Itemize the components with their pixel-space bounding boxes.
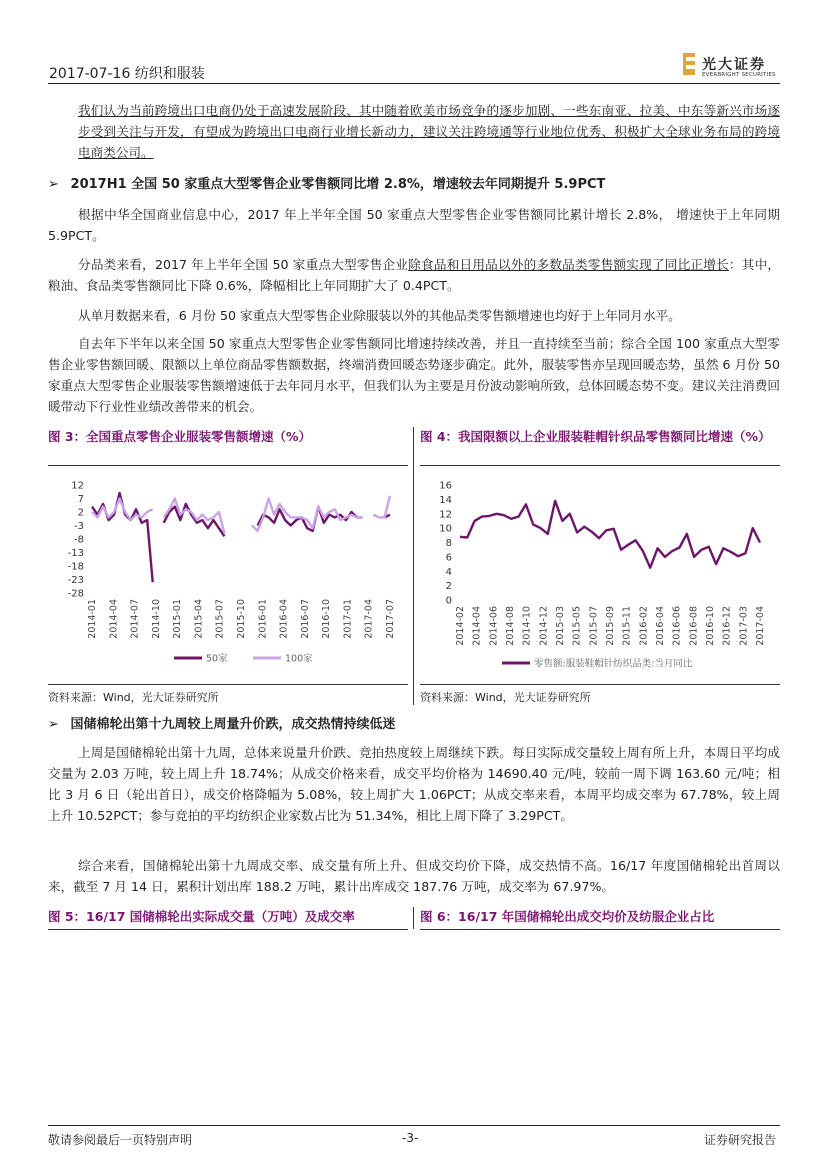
x-tick-label: 2014-10 xyxy=(150,599,162,639)
legend-label-2: 100家 xyxy=(285,653,313,665)
fig4-title: 图 4：我国限额以上企业服装鞋帽针织品零售额同比增速（%） xyxy=(420,429,771,444)
fig4-chart xyxy=(420,472,780,682)
section2-heading xyxy=(48,713,396,732)
y-tick-label: 7 xyxy=(77,494,84,505)
section1-para-2-b: ：其中，粮油、食品类零售额同比下降 0.6%，降幅相比上年同期扩大了 0.4PCT。 xyxy=(48,257,781,293)
logo-text-cn: 光大证券 xyxy=(702,57,766,73)
x-tick-label: 2015-11 xyxy=(621,606,633,646)
x-tick-label: 2014-04 xyxy=(471,606,483,646)
fig3-source: 资料来源：Wind，光大证券研究所 xyxy=(48,691,219,704)
x-tick-label: 2016-10 xyxy=(321,599,333,639)
y-tick-label: 14 xyxy=(439,494,452,506)
x-tick-label: 2015-05 xyxy=(571,606,583,646)
x-tick-label: 2016-04 xyxy=(278,599,290,639)
legend-label-1: 50家 xyxy=(206,653,228,665)
x-tick-label: 2016-12 xyxy=(721,606,733,646)
fig5-title: 图 5：16/17 国储棉轮出实际成交量（万吨）及成交率 xyxy=(48,909,355,924)
header-date-section: 2017-07-16 纺织和服装 xyxy=(49,66,205,82)
x-tick-label: 2014-02 xyxy=(455,606,466,646)
x-tick-label: 2016-07 xyxy=(299,599,311,639)
section1-para-2 xyxy=(48,254,780,296)
section1-para-2-a: 分品类来看，2017 年上半年全国 50 家重点大型零售企业 xyxy=(78,257,409,272)
x-tick-label: 2015-07 xyxy=(588,606,600,646)
x-tick-label: 2017-04 xyxy=(363,599,375,639)
section1-para-4: 自去年下半年以来全国 50 家重点大型零售企业零售额同比增速持续改善，并且一直持续至当前；综合全国 100 家重点大型零售企业零售额回暖、限额以上单位商品零售额数据，终端消费回暖态势逐步确定。此外，服装零售亦呈现回暖态势，虽然 6 月份 50 家重点大型零售企业服装零售额增速低于去年同月水平，但我们认为主要是月份波动影响所致，总体回暖态势不变。建议关注消费回暖带动下行业性业绩改善带来的机会。 xyxy=(48,336,780,414)
y-tick-label: 2 xyxy=(77,507,84,519)
section1-title: 2017H1 全国 50 家重点大型零售企业零售额同比增 2.8%，增速较去年同期提升 5.9PCT xyxy=(70,177,606,192)
x-tick-label: 2015-01 xyxy=(172,599,184,639)
y-tick-label: 16 xyxy=(439,480,452,492)
x-tick-label: 2016-06 xyxy=(671,606,683,646)
series-line-2 xyxy=(92,496,390,534)
y-tick-label: 6 xyxy=(445,552,452,564)
fig3-top-rule xyxy=(48,465,408,466)
y-tick-label: 12 xyxy=(71,480,84,492)
section2-para-1: 上周是国储棉轮出第十九周，总体来说量升价跌、竞拍热度较上周继续下跌。每日实际成交量较上周有所上升，本周日平均成交量为 2.03 万吨，较上周上升 18.74%；从成交价格来看，成交平均价格为 14690.40 元/吨，较前一周下调 163.60 元/吨；相比 3 月 6 日（轮出首日），成交价格降幅为 5.08%，较上周扩大 1.06PCT；从成交率来看，本周平均成交率为 67.78%，较上周上升 10.52PCT；参与竞拍的平均纺织企业家数占比为 51.34%，相比上周下降了 3.29PCT。 xyxy=(48,745,780,823)
logo-text-en: EVERBRIGHT SECURITIES xyxy=(702,72,776,78)
x-tick-label: 2014-06 xyxy=(488,606,500,646)
y-tick-label: -28 xyxy=(67,588,84,600)
fig3-chart xyxy=(48,472,408,682)
x-tick-label: 2015-07 xyxy=(214,599,226,639)
y-tick-label: -3 xyxy=(74,521,84,532)
section1-para-2-underlined: 除食品和日用品以外的多数品类零售额实现了同比正增长 xyxy=(408,257,729,272)
section2-para-2: 综合来看，国储棉轮出第十九周成交率、成交量有所上升、但成交均价下降，成交热情不高。16/17 年度国储棉轮出首周以来，截至 7 月 14 日，累积计划出库 188.2 万吨，累计出库成交 187.76 万吨，成交率为 67.97%。 xyxy=(48,858,780,894)
x-tick-label: 2017-03 xyxy=(738,606,750,646)
y-tick-label: 10 xyxy=(439,523,452,535)
footer-report-type: 证券研究报告 xyxy=(704,1133,777,1147)
y-tick-label: 12 xyxy=(439,509,452,521)
x-tick-label: 2015-10 xyxy=(236,599,247,639)
footer-disclaimer: 敬请参阅最后一页特别声明 xyxy=(48,1133,193,1147)
y-tick-label: 2 xyxy=(445,581,452,593)
footer-rule xyxy=(48,1125,780,1126)
everbright-logo-icon xyxy=(683,53,699,75)
fig4-top-rule xyxy=(420,465,780,466)
arrow-icon: ➢ xyxy=(48,717,59,732)
intro-paragraph: 我们认为当前跨境出口电商仍处于高速发展阶段、其中随着欧美市场竞争的逐步加剧、一些东南亚、拉美、中东等新兴市场逐步受到关注与开发，有望成为跨境出口电商行业增长新动力，建议关注跨境通等行业地位优秀、积极扩大全球业务布局的跨境电商类公司。 xyxy=(78,103,780,160)
y-tick-label: 8 xyxy=(445,538,452,549)
y-tick-label: -13 xyxy=(67,548,84,559)
page-number: -3- xyxy=(402,1131,419,1145)
legend-label-1: 零售额:服装鞋帽针纺织品类:当月同比 xyxy=(534,658,693,670)
y-tick-label: -18 xyxy=(67,561,84,573)
section1-para-1: 根据中华全国商业信息中心，2017 年上半年全国 50 家重点大型零售企业零售额同比累计增长 2.8%， 增速快于上年同期 5.9PCT。 xyxy=(48,207,780,243)
fig4-source: 资料来源：Wind，光大证券研究所 xyxy=(420,691,591,704)
arrow-icon: ➢ xyxy=(48,177,59,192)
x-tick-label: 2014-08 xyxy=(505,606,516,646)
section1-heading xyxy=(48,173,605,192)
y-tick-label: 0 xyxy=(445,595,452,607)
fig4-bottom-rule xyxy=(420,684,780,685)
x-tick-label: 2016-08 xyxy=(688,606,700,646)
x-tick-label: 2016-01 xyxy=(257,599,269,639)
fig3-title: 图 3：全国重点零售企业服装零售额增速（%） xyxy=(48,429,312,444)
x-tick-label: 2014-10 xyxy=(521,606,533,646)
x-tick-label: 2017-04 xyxy=(755,606,766,646)
x-tick-label: 2014-07 xyxy=(129,599,141,639)
y-tick-label: -8 xyxy=(74,534,84,546)
section1-para-3: 从单月数据来看，6 月份 50 家重点大型零售企业除服装以外的其他品类零售额增速也均好于上年同月水平。 xyxy=(78,308,681,323)
x-tick-label: 2016-10 xyxy=(705,606,716,646)
x-tick-label: 2016-04 xyxy=(655,606,666,646)
figure-divider xyxy=(413,427,414,705)
x-tick-label: 2015-09 xyxy=(605,606,616,646)
x-tick-label: 2016-02 xyxy=(638,606,650,646)
y-tick-label: 4 xyxy=(445,566,452,578)
x-tick-label: 2014-12 xyxy=(538,606,550,646)
fig5-top-rule xyxy=(48,929,408,930)
fig6-title: 图 6：16/17 年国储棉轮出成交均价及纺服企业占比 xyxy=(420,909,715,924)
x-tick-label: 2014-04 xyxy=(108,599,120,639)
section2-title: 国储棉轮出第十九周较上周量升价跌，成交热情持续低迷 xyxy=(70,717,396,732)
x-tick-label: 2014-01 xyxy=(87,599,98,639)
x-tick-label: 2015-04 xyxy=(193,599,205,639)
fig6-top-rule xyxy=(420,929,780,930)
x-tick-label: 2017-01 xyxy=(342,599,354,639)
x-tick-label: 2015-03 xyxy=(555,606,566,646)
series-line-1 xyxy=(460,501,760,568)
y-tick-label: -23 xyxy=(67,575,84,586)
x-tick-label: 2017-07 xyxy=(385,599,396,639)
header-rule xyxy=(48,83,780,84)
fig3-bottom-rule xyxy=(48,684,408,685)
series-line-1 xyxy=(92,493,390,582)
figure-divider-2 xyxy=(413,907,414,929)
